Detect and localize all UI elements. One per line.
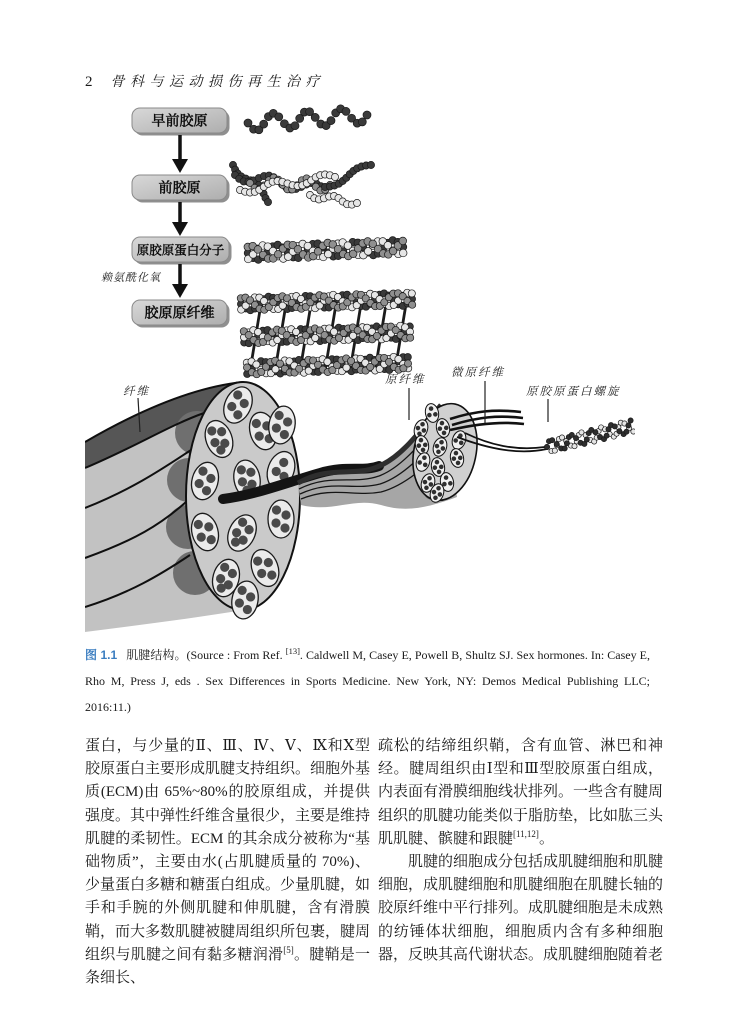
paragraph: 肌腱的细胞成分包括成肌腱细胞和肌腱细胞，成肌腱细胞和肌腱细胞在肌腱长轴的胶原纤维中平行排列。成肌腱细胞是未成熟的纺锤体状细胞，细胞质内含有多种细胞器，反映其高代谢状态。成肌腱细胞随着老 — [378, 854, 664, 963]
page-number: 2 — [85, 74, 93, 90]
procollagen-molecule-art — [229, 161, 374, 208]
tropocollagen-helix-label: 原胶原蛋白螺旋 — [526, 386, 621, 398]
body-column-left — [85, 735, 370, 990]
flowchart-box-procollagen — [132, 175, 230, 203]
microfibril-label: 微原纤维 — [451, 367, 505, 379]
enzyme-label: 赖氨酰化氧 — [101, 272, 161, 284]
tendon-structure-diagram — [85, 95, 635, 635]
svg-text:前胶原: 前胶原 — [158, 179, 201, 196]
fibril-label: 原纤维 — [385, 374, 426, 386]
svg-text:原胶原蛋白分子: 原胶原蛋白分子 — [136, 243, 225, 258]
fiber-label: 纤维 — [123, 386, 150, 398]
paragraph: 疏松的结缔组织鞘，含有血管、淋巴和神经。腱周组织由Ⅰ型和Ⅲ型胶原蛋白组成，内表面有滑膜细胞线状排列。一些含有腱周组织的肌腱功能类似于脂肪垫，比如肱三头肌肌腱、髌腱和跟腱[11,12]。 — [378, 738, 664, 847]
svg-text:早前胶原: 早前胶原 — [151, 112, 208, 129]
flowchart-box-tropocollagen — [132, 237, 232, 265]
flowchart-box-preprocollagen — [132, 108, 230, 136]
preprocollagen-molecule-art — [244, 105, 371, 134]
body-column-right — [378, 735, 663, 967]
collagen-fibril-lattice-art — [237, 289, 416, 378]
fiber-hierarchy-art — [85, 366, 635, 632]
tropocollagen-helix-art — [544, 418, 635, 454]
running-title: 骨科与运动损伤再生治疗 — [110, 75, 325, 90]
flowchart-box-collagen-fibril — [132, 300, 230, 328]
svg-text:胶原原纤维: 胶原原纤维 — [144, 304, 215, 321]
figure-caption — [85, 642, 650, 720]
figure-caption-label: 图 1.1 — [85, 648, 118, 662]
running-header — [85, 71, 325, 91]
paragraph: 蛋白，与少量的Ⅱ、Ⅲ、Ⅳ、Ⅴ、Ⅸ和Ⅹ型胶原蛋白主要形成肌腱支持组织。细胞外基质(ECM)由 65%~80%的胶原组成，并提供强度。其中弹性纤维含量很少，主要是维持肌腱的柔韧性。ECM 的其余成分被称为“基础物质”，主要由水(占肌腱质量的 70%)、少量蛋白多糖和糖蛋白组成。少量肌腱，如手和手腕的外侧肌腱和伸肌腱，含有滑膜鞘，而大多数肌腱被腱周组织所包裹，腱周组织与肌腱之间有黏多糖润滑[5]。腱鞘是一条细长、 — [85, 738, 371, 987]
figure-caption-text: 肌腱结构。(Source : From Ref. [13]. Caldwell M, Casey E, Powell B, Shultz SJ. Sex hormones. In: Casey E, Rho M, Press J, eds . Sex Differences in Sports Medicine. New York, NY: Demos Medical Publishing LLC; 2016:11.) — [85, 646, 650, 714]
collagen-flowchart — [101, 108, 232, 328]
figure-1-1 — [85, 95, 635, 635]
tropocollagen-molecule-art — [244, 237, 407, 264]
